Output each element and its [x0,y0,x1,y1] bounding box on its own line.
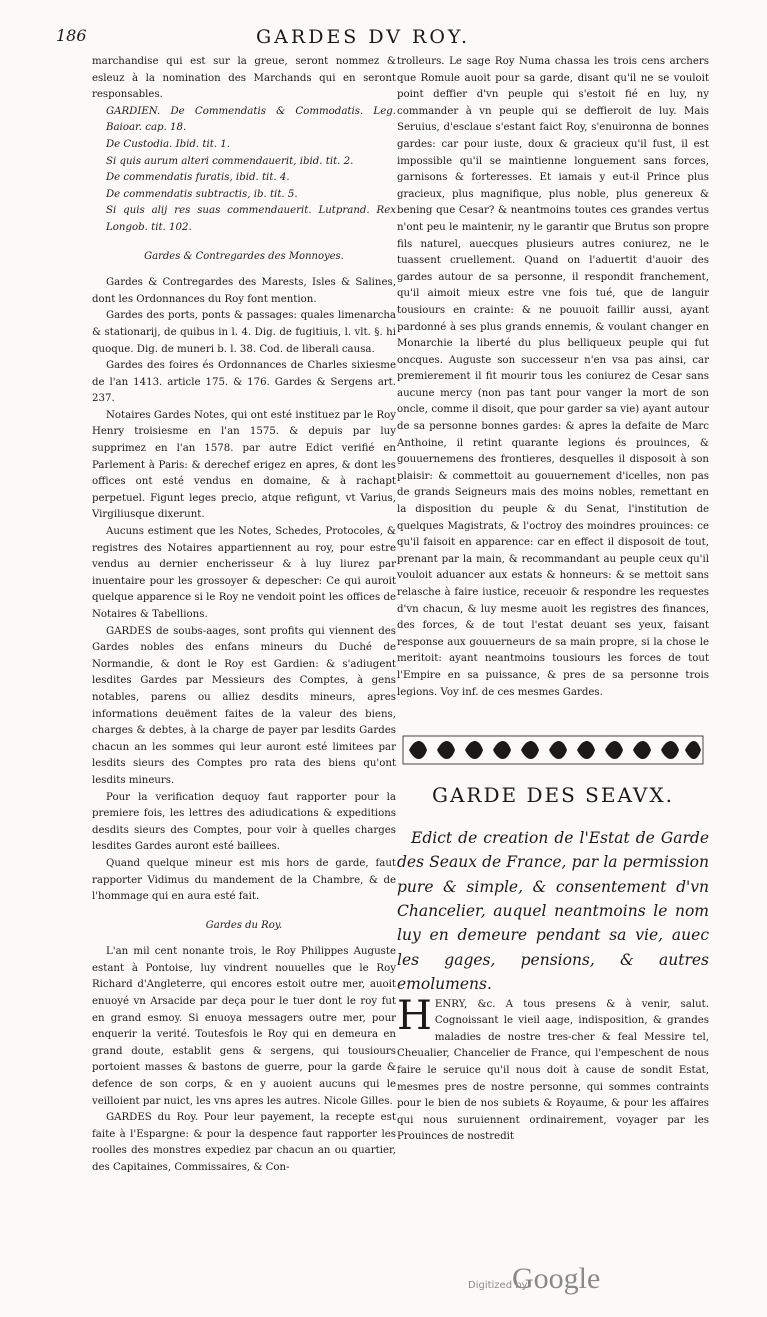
ornament-band-icon [397,733,709,767]
right-column [397,54,709,1146]
paragraph: Gardes des ports, ponts & passages: quales limenarcha & stationarij, de quibus in l. 4. Dig. de fugitiuis, l. vlt. §. hi quoque. Dig. de muneri b. l. 38. Cod. de liberali causa. [92,310,396,355]
section-title: GARDE DES SEAVX. [432,783,674,808]
page-number: 186 [56,26,87,45]
letter-text: ENRY, &c. A tous presens & à venir, salut. Cognoissant le vieil aage, indisposition, & grandes maladies de nostre tres-cher & feal Messire tel, Cheualier, Chancelier de France, qui l'empeschent de nous faire le seruice qu'il nous doit à cause de sondit Estat, mesmes pres de nostre personne, qui sommes contraints pour le bien de nos subiets & Royaume, & pour les affaires qui nous suruiennent ordinairement, voyager par les Prouinces de nostredit [397,998,709,1143]
google-logo-icon: Google [512,1262,601,1295]
paragraph: Notaires Gardes Notes, qui ont esté instituez par le Roy Henry troisiesme en l'an 1575. & depuis par luy supprimez en l'an 1578. par autre Edict verifié en Parlement à Paris: & derechef erigez en apres, & dont les offices ont esté vendus en domaine, & à rachapt perpetuel. Figunt leges precio, atque refigunt, vt Varius, Virgiliusque dixerunt. [92,409,396,521]
paragraph: Pour la verification dequoy faut rapporter pour la premiere fois, les lettres des adiudications & expeditions desdits sieurs des Comptes, pour voir à quelles charges lesdites Gardes auront esté baillees. [92,791,396,853]
citation-list [92,104,396,237]
paragraph: Gardes & Contregardes des Marests, Isles & Salines, dont les Ordonnances du Roy font mention. [92,277,396,305]
paragraph: GARDES du Roy. Pour leur payement, la recepte est faite à l'Espargne: & pour la despence faut rapporter les roolles des monstres expediez par chacun an ou quartier, des Capitaines, Commissaires, & Con- [92,1112,396,1173]
citation: Si quis alij res suas commendauerit. Lutprand. Rex Longob. tit. 102. [106,205,396,233]
drop-cap: H [397,992,432,1039]
edict-heading: Edict de creation de l'Estat de Garde des Seaux de France, par la permission pure & simple, & consentement d'vn Chancelier, auquel neantmoins le nom luy en demeure pendant sa vie, auec les gages, pensions, & autres emolumens. [397,828,709,994]
running-title: GARDES DV ROY. [256,26,471,48]
opening-text: marchandise qui est sur la greue, seront nommez & esleuz à la nomination des Marchands qui en seront responsables. [92,56,396,101]
left-column [92,54,396,1177]
letter-body [397,992,709,1146]
paragraph: Aucuns estiment que les Notes, Schedes, Protocoles, & registres des Notaires appartiennent au roy, pour estre vendus au dernier encherisseur & à luy liurez par inuentaire pour les grossoyer & depescher: Ce qui auroit quelque apparence si le Roy ne vendoit point les offices de Notaires & Tabellions. [92,526,396,620]
page-header [56,26,716,50]
paragraph: Quand quelque mineur est mis hors de garde, faut rapporter Vidimus du mandement de la Chambre, & de l'hommage qui en aura esté fait. [92,857,396,903]
continuation-text: trolleurs. Le sage Roy Numa chassa les trois cens archers que Romule auoit pour sa garde, disant qu'il ne se vouloit point deffier d'vn peuple qui s'estoit fié en luy, ny commander à vn peuple qui se deffieroit de luy. Mais Seruius, d'esclaue s'estant faict Roy, s'enuironna de bonnes gardes: car pour iuste, doux & gracieux qu'il fust, il est impossible qu'il se maintienne longuement sans forces, garnisons & forteresses. Et iamais y eut-il Prince plus gracieux, plus magnifique, plus noble, plus genereux & bening que Cesar? & neantmoins toutes ces grandes vertus n'ont peu le maintenir, ny le garantir que Brutus son propre fils naturel, auecques plusieurs autres coniurez, ne le tuassent cruellement. Quand on l'aduertit d'auoir des gardes autour de sa personne, il respondit franchement, qu'il aimoit mieux estre vne fois tué, que de languir tousiours en crainte: & ne pouuoit faillir aussi, ayant pardonné à ses plus grands ennemis, & voulant changer en Monarchie la liberté du plus belliqueux peuple qui fut oncques. Auguste son successeur n'en vsa pas ainsi, car premierement il fit mourir tous les coniurez de Cesar sans aucune mercy (non pas tant pour vanger la mort de son oncle, comme il disoit, que pour garder sa vie) ayant autour de sa personne bonnes gardes: & apres la defaite de Marc Anthoine, il retint quarante legions és prouinces, & gouuernemens des frontieres, desquelles il disposoit à son plaisir: & commettoit au gouuernement d'icelles, non pas de grands Seigneurs mais des moins nobles, remettant en la disposition du peuple & du Senat, l'institution de quelques Magistrats, & l'octroy des moindres prouinces: ce qu'il faisoit en apparence: car en effect il disposoit de tout, prenant par la main, & recommandant au peuple ceux qu'il vouloit aduancer aux estats & honneurs: & se mettoit sans relasche à faire iustice, receuoir & respondre les requestes d'vn chacun, & luy mesme auoit les registres des finances, des forces, & de tout l'estat deuant ses yeux, faisant response aux gouuerneurs de sa main propre, si la chose le meritoit: ayant neantmoins tousiours les forces de tout l'Empire en sa puissance, & pres de sa personne trois legions. Voy inf. de ces mesmes Gardes. [397,56,709,698]
subheading-gardes-du-roy: Gardes du Roy. [205,919,283,931]
decorative-border [397,733,709,767]
paragraph: L'an mil cent nonante trois, le Roy Philippes Auguste estant à Pontoise, luy vindrent nouuelles que le Roy Richard d'Angleterre, qui encores estoit outre mer, auoit enuoyé vn Arsacide par deça pour le tuer dont le roy fut en grand esmoy. Si enuoya messagers outre mer, pour enquerir la verité. Toutesfois le Roy qui en demeura en grand doute, establit gens & sergens, qui tousiours portoient masses & bastons de guerre, pour la garde & defence de son corps, & en y auoient aucuns qui le veilloient par nuict, les vns apres les autres. Nicole Gilles. [92,946,396,1107]
citation: GARDIEN. De Commendatis & Commodatis. Leg. Baioar. cap. 18. [106,105,396,134]
citation: De Custodia. Ibid. tit. 1. [106,138,231,150]
paragraph: GARDES de soubs-aages, sont profits qui viennent des Gardes nobles des enfans mineurs du Duché de Normandie, & dont le Roy est Gardien: & s'adiugent lesdites Gardes par Messieurs des Comptes, à gens notables, parens ou alliez desdits mineurs, apres informations deuëment faites de la valeur des biens, charges & debtes, à la charge de payer par lesdits Gardes chacun an les sommes qui leur auront esté limitees par lesdits sieurs des Comptes pro rata des biens qu'ont lesdits mineurs. [92,625,396,786]
digitized-watermark [468,1262,628,1302]
paragraph: Gardes des foires és Ordonnances de Charles sixiesme de l'an 1413. article 175. & 176. Gardes & Sergens art. 237. [92,360,396,405]
watermark-prefix: Digitized by [468,1280,528,1291]
citation: De commendatis subtractis, ib. tit. 5. [106,188,298,200]
citation: De commendatis furatis, ibid. tit. 4. [106,172,290,184]
citation: Si quis aurum alteri commendauerit, ibid. tit. 2. [106,155,354,167]
subheading-monnoyes: Gardes & Contregardes des Monnoyes. [144,250,344,262]
